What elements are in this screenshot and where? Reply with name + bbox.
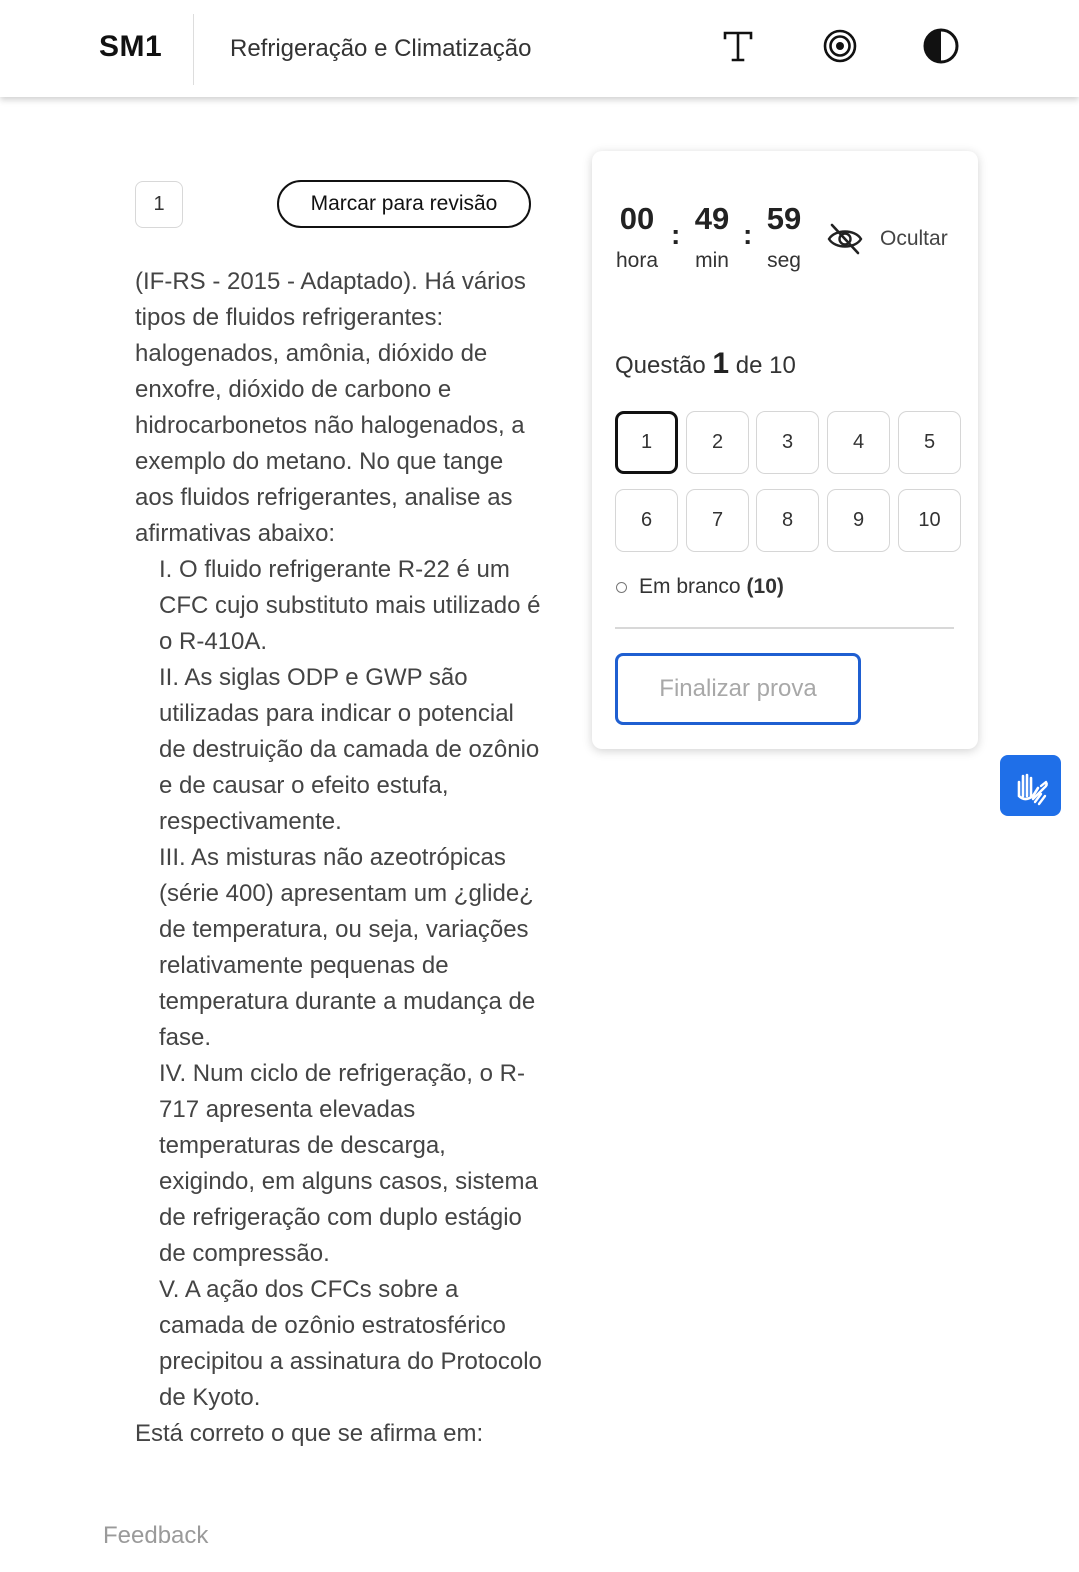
question-nav-button[interactable]: 7 (686, 489, 749, 552)
timer-separator: : (743, 219, 753, 250)
target-icon[interactable] (820, 26, 860, 66)
statement-item: V. A ação dos CFCs sobre a camada de ozônio estratosférico precipitou a assinatura do Protocolo de Kyoto. (159, 1276, 542, 1411)
timer-minutes-label: min (695, 249, 729, 272)
timer-hours-label: hora (615, 249, 659, 272)
logo: SM1 (99, 30, 163, 63)
eye-off-icon (826, 221, 864, 257)
timer-seconds-label: seg (767, 249, 801, 272)
mark-for-review-button[interactable]: Marcar para revisão (277, 180, 531, 228)
question-prompt: Está correto o que se afirma em: (135, 1420, 484, 1447)
blank-status (616, 575, 784, 599)
timer-seconds (754, 201, 814, 273)
timer-minutes (682, 201, 742, 273)
panel-divider (615, 627, 954, 629)
question-nav-button[interactable]: 3 (756, 411, 819, 474)
question-nav-button[interactable]: 10 (898, 489, 961, 552)
progress-current: 1 (712, 347, 730, 380)
timer-seconds-value: 59 (766, 201, 802, 236)
finish-exam-button[interactable]: Finalizar prova (615, 653, 861, 725)
question-nav-button[interactable]: 9 (827, 489, 890, 552)
question-nav-button[interactable]: 4 (827, 411, 890, 474)
progress-suffix: de 10 (735, 352, 796, 379)
statement-item: III. As misturas não azeotrópicas (série 400) apresentam um ¿glide¿ de temperatura, ou seja, variações relativamente pequenas de temperatura durante a mudança de fase. (159, 844, 536, 1051)
question-nav-button[interactable]: 1 (615, 411, 678, 474)
question-intro: (IF-RS - 2015 - Adaptado). Há vários tipos de fluidos refrigerantes: halogenados, amônia, dióxido de enxofre, dióxido de carbono e hidrocarbonetos não halogenados, a exemplo do metano. No que tange aos fluidos refrigerantes, analise as afirmativas abaixo: (135, 268, 526, 547)
statement-item: II. As siglas ODP e GWP são utilizadas para indicar o potencial de destruição da camada de ozônio e de causar o efeito estufa, respectivamente. (159, 664, 540, 835)
exam-panel (592, 151, 978, 749)
sign-language-button[interactable] (1000, 755, 1061, 816)
top-bar (0, 0, 1079, 97)
header-divider (193, 14, 194, 85)
progress-prefix: Questão (615, 352, 706, 379)
statement-item: I. O fluido refrigerante R-22 é um CFC cujo substituto mais utilizado é o R-410A. (159, 556, 541, 655)
question-progress (615, 347, 796, 381)
timer-minutes-value: 49 (694, 201, 730, 236)
course-title: Refrigeração e Climatização (230, 35, 532, 62)
feedback-link[interactable]: Feedback (103, 1522, 209, 1549)
timer-hours (607, 201, 667, 273)
blank-label: Em branco (639, 575, 741, 598)
timer-separator: : (671, 219, 681, 250)
contrast-icon[interactable] (921, 26, 961, 66)
question-nav-button[interactable]: 6 (615, 489, 678, 552)
font-size-icon[interactable] (718, 26, 758, 66)
question-nav-button[interactable]: 2 (686, 411, 749, 474)
sign-language-hands-icon (1011, 766, 1051, 806)
statement-item: IV. Num ciclo de refrigeração, o R-717 apresenta elevadas temperaturas de descarga, exigindo, em alguns casos, sistema de refrigeração com duplo estágio de compressão. (159, 1060, 538, 1267)
question-number: 1 (135, 181, 183, 228)
blank-dot-icon (616, 582, 627, 593)
question-nav-button[interactable]: 8 (756, 489, 819, 552)
question-statement (135, 264, 545, 1452)
hide-timer-label: Ocultar (880, 227, 948, 250)
timer-hours-value: 00 (619, 201, 655, 236)
blank-count: (10) (746, 575, 784, 598)
hide-timer-button[interactable] (826, 221, 948, 257)
question-nav-button[interactable]: 5 (898, 411, 961, 474)
